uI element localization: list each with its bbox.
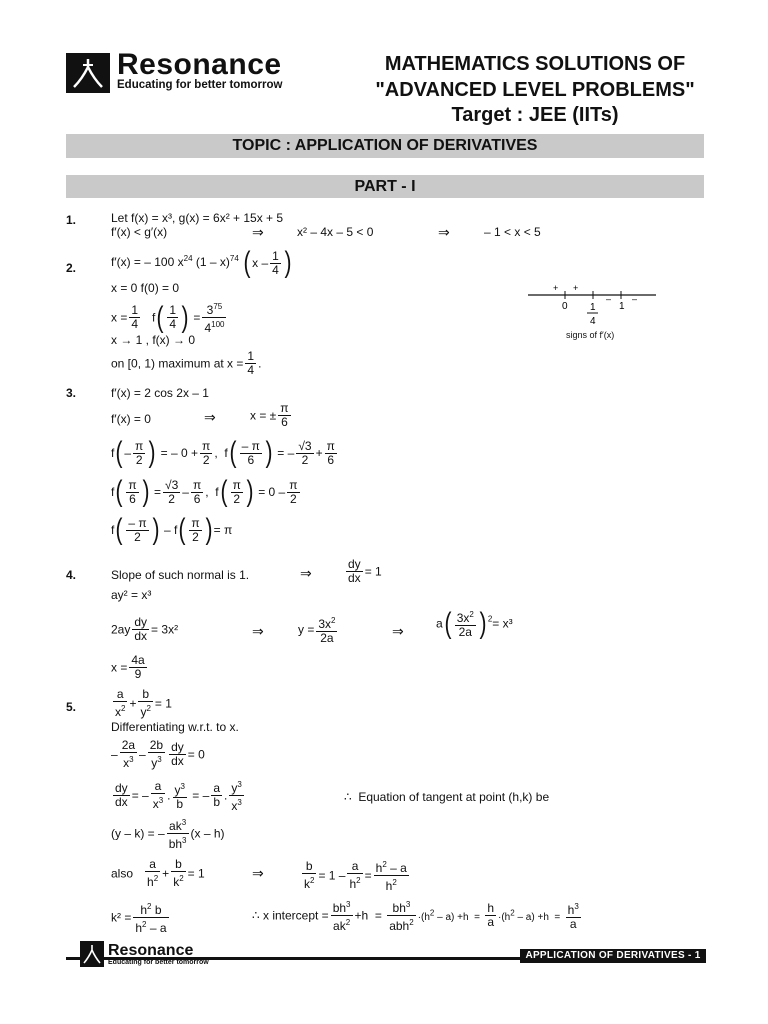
brand-name: Resonance [117,48,282,81]
q1-number: 1. [66,213,77,227]
q4-dydx: $\frac{dy}{dx}$ = 1 [348,557,382,585]
svg-text:1: 1 [619,301,625,312]
implies-icon: ⇒ [252,865,264,881]
q5-line7: k² = $\frac{h^2 b}{h^2 - a}$ [111,902,167,935]
q4-line2: ay² = x³ [111,588,152,602]
q5-line3: – $\frac{2a}{x^3}$ – $\frac{2b}{y^3}$ $\frac{dy}{dx}$ = 0 [111,738,205,770]
svg-text:1: 1 [590,302,596,313]
footer-page-label: APPLICATION OF DERIVATIVES - 1 [520,949,706,963]
q2-number: 2. [66,261,77,275]
q4-y: y = $\frac{3x^2}{2a}$ [298,616,336,645]
q2-line4: x → 1 , f(x) → 0 [111,333,196,347]
q1-ineq: x² – 4x – 5 < 0 [297,225,374,239]
topic-bar: TOPIC : APPLICATION OF DERIVATIVES [66,134,704,158]
q3-line2b: x = ± $\frac{\pi}{6}$ [250,401,289,429]
q3-line4: f( $\frac{\pi}{6}$ ) = $\frac{√3}{2}$ – $\frac{\pi}{6}$ , f( $\frac{\pi}{2}$ ) = 0 – $\frac{\pi}{2}$ [111,475,298,508]
q5-intercept: ∴ x intercept = $\frac{bh^3}{ak^2}$ +h = $\frac{bh^3}{abh^2}$ $\cdot(h^2 - a) +h$ = $\frac{h}{a}$ $\cdot(h^2 - a) +h$ = $\frac{h^3}{a}$ [252,900,579,933]
footer-brand: Resonance [108,942,194,959]
implies-icon: ⇒ [252,224,264,240]
svg-text:–: – [606,294,612,304]
q4-line1: Slope of such normal is 1. [111,568,250,582]
resonance-logo-icon [66,53,110,93]
q4-number: 4. [66,568,77,582]
q1-line1: Let f(x) = x³, g(x) = 6x² + 15x + 5 [111,211,284,225]
implies-icon: ⇒ [392,623,404,639]
q3-line2: f′(x) = 0 [111,412,151,426]
q5-number: 5. [66,700,77,714]
q3-line1: f′(x) = 2 cos 2x – 1 [111,386,209,400]
brand-tagline: Educating for better tomorrow [117,79,283,91]
q2-line2: x = 0 f(0) = 0 [111,281,180,295]
implies-icon: ⇒ [300,565,312,581]
implies-icon: ⇒ [204,409,216,425]
q1-result: – 1 < x < 5 [484,225,541,239]
svg-text:0: 0 [562,301,568,312]
footer-tagline: Educating for better tomorrow [108,959,209,966]
q3-number: 3. [66,386,77,400]
q4-eq: a( $\frac{3x^2}{2a}$ ) $^2$= x³ [436,606,513,640]
q2-max-text: on [0, 1) maximum at x = [111,356,244,371]
q4-x: x = $\frac{4a}{9}$ [111,653,145,681]
q5-line6: also $\frac{a}{h^2}$ + $\frac{b}{k^2}$ = 1 [111,857,205,889]
svg-text:+: + [553,284,559,293]
part-bar: PART - I [66,175,704,198]
q5-line1: $\frac{a}{x^2}$ + $\frac{b}{y^2}$ = 1 [115,687,172,719]
q5-line4: $\frac{dy}{dx}$ = – $\frac{a}{x^3}$ . $\frac{y^3}{b}$ = – $\frac{a}{b}$ . $\frac{y^3}{x^3}$ [115,779,242,813]
q4-line3: 2ay $\frac{dy}{dx}$ = 3x² [111,615,179,643]
q1-line2: f′(x) < g′(x) [111,225,168,239]
q2-line5: on [0, 1) maximum at x = $\frac{1}{4}$ . [111,349,262,377]
q3-line5: f( $\frac{- \pi}{2}$ ) – f( $\frac{\pi}{2}$ ) = π [111,513,233,546]
q2-derivative: f′(x) = – 100 x [111,255,184,270]
q3-line3: f( – $\frac{\pi}{2}$ ) = – 0 + $\frac{\pi}{2}$ , f( $\frac{- \pi}{6}$ ) = – $\frac{√3}{2}$ + $\frac{\pi}{6}$ [111,436,335,469]
svg-text:4: 4 [590,316,596,327]
svg-text:–: – [632,294,638,304]
therefore-icon: ∴ [252,908,260,923]
q5-line5: (y – k) = – $\frac{ak^3}{bh^3}$ (x – h) [111,818,225,851]
doc-title-line3: Target : JEE (IITs) [451,104,619,126]
q5-tangent-text: ∴ Equation of tangent at point (h,k) be [344,790,550,804]
q2-line3: x = $\frac{1}{4}$ f( $\frac{1}{4}$ ) = $\frac{3^{75}}{4^{100}}$ [111,300,225,335]
svg-text:+: + [573,284,579,293]
q2-line1: f′(x) = – 100 $x^{24}$ (1 – x)$^{74}$ ( x – $\frac{1}{4}$ ) [111,246,292,279]
q5-bk: $\frac{b}{k^2}$ = 1 – $\frac{a}{h^2}$ = $\frac{h^2 - a}{h^2}$ [304,859,407,893]
doc-title-line2: "ADVANCED LEVEL PROBLEMS" [375,79,695,101]
footer-logo-icon [80,941,104,967]
implies-icon: ⇒ [438,224,450,240]
q5-line2: Differentiating w.r.t. to x. [111,720,239,734]
implies-icon: ⇒ [252,623,264,639]
doc-title-line1: MATHEMATICS SOLUTIONS OF [384,53,686,75]
therefore-icon: ∴ [344,790,352,804]
sign-diagram-caption: signs of f′(x) [566,330,615,340]
